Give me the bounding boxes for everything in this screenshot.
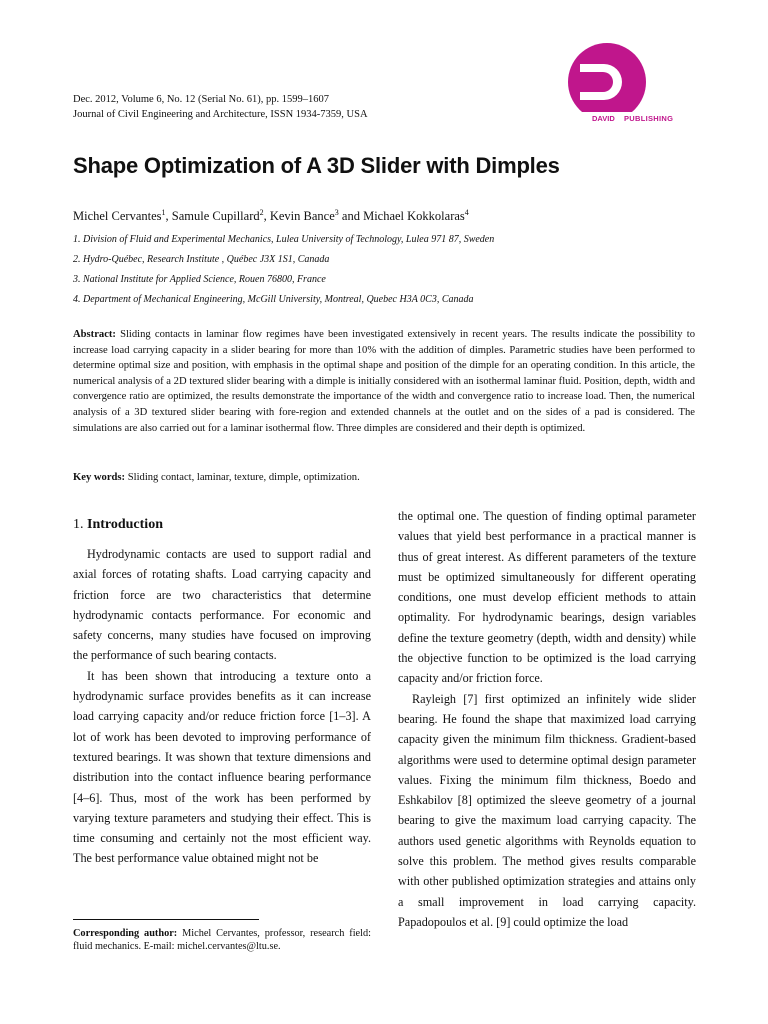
abstract-text: Sliding contacts in laminar flow regimes have been investigated extensively in recent years. The results indicate the possibility to increase load carrying capacity in a slider bearing for more than 10% with the addition of dimples. Parametric studies have been performed to determine optimal size and position, with emphasis in the optimal shape and position of the dimple for an operating condition. In this article, the numerical analysis of a 2D textured slider bearing with a dimple is initially considered with an isothermal laminar fluid. Position, depth, width and convergence ratio are optimized, the results demonstrate the importance of the width and convergence ratio to increase load. Then, the numerical analysis of a 3D textured slider bearing with fore-region and extended channels at the outlet and on the sides of a pad is considered. The simulations are also carried out for a laminar isothermal flow. Three dimples are considered and their depth is optimized.	[73, 329, 695, 434]
affiliation-2: 2. Hydro-Québec, Research Institute , Québec J3X 1S1, Canada	[73, 254, 330, 265]
author-name: Michael Kokkolaras	[363, 209, 465, 224]
author-superscript: 1	[161, 208, 166, 217]
footnote-divider	[73, 919, 259, 920]
author-superscript: 4	[464, 208, 469, 217]
abstract-label: Abstract:	[73, 329, 116, 340]
logo-publishing-text: PUBLISHING	[624, 114, 674, 123]
corresponding-author-footnote	[73, 927, 371, 954]
body-paragraph: It has been shown that introducing a texture onto a hydrodynamic surface provides benefits as it can increase load carrying capacity and/or reduce friction force [1–3]. A lot of work has been devoted to improving performance of textured bearings. It was shown that texture dimensions and distribution into the contact influence bearing performance [4–6]. Thus, most of the work has been performed by varying texture parameters and studying their effect. This is time consuming and certainly not the most efficient way. The best performance value obtained might not be	[73, 668, 371, 866]
affiliation-3: 3. National Institute for Applied Science, Rouen 76800, France	[73, 274, 326, 285]
right-column	[398, 506, 696, 932]
body-paragraph: Hydrodynamic contacts are used to support radial and axial forces of rotating shafts. Load carrying capacity and friction force are two characteristics that determine hydrodynamic contacts performance. For economic and safety concerns, many studies have focused on improving the performance of such bearing contacts.	[73, 547, 371, 663]
footnote-label: Corresponding author:	[73, 928, 178, 939]
keywords	[73, 472, 695, 483]
body-paragraph: the optimal one. The question of finding optimal parameter values that yield best performance in a practical manner is thus of great interest. As different parameters of the texture must be optimized simultaneously for different operating conditions, one must develop efficient methods to attain optimality. For hydrodynamic bearings, design variables define the texture geometry (depth, width and density) while the objective function to be optimized is the load carrying capacity and/or friction force.	[398, 509, 696, 686]
david-publishing-logo	[564, 40, 704, 130]
keywords-label: Key words:	[73, 472, 126, 483]
author-name: Samule Cupillard	[171, 209, 260, 224]
abstract	[73, 327, 695, 436]
footnote-text: Michel Cervantes, professor, research field: fluid mechanics. E-mail: michel.cervantes@ltu.se.	[73, 928, 371, 953]
author-superscript: 2	[259, 208, 264, 217]
journal-name-line: Journal of Civil Engineering and Architecture, ISSN 1934-7359, USA	[73, 109, 368, 120]
section-number: 1.	[73, 517, 87, 532]
body-paragraph: Rayleigh [7] first optimized an infinitely wide slider bearing. He found the shape that maximized load carrying capacity given the minimum film thickness. Gradient-based algorithms were used to determine optimal design parameter values. Fixing the minimum film thickness, Boedo and Eshkabilov [8] optimized the sleeve geometry of a journal bearing to give the maximum load carrying capacity. The authors used genetic algorithms with Reynolds equation to solve this problem. The method gives results comparable with other published optimization strategies and attains only a small improvement in load carrying capacity. Papadopoulos et al. [9] could optimize the load	[398, 691, 696, 929]
paper-title: Shape Optimization of A 3D Slider with Dimples	[73, 153, 560, 178]
author-name: Kevin Bance	[269, 209, 335, 224]
section-heading	[73, 517, 163, 533]
author-name: Michel Cervantes	[73, 209, 162, 224]
left-column	[73, 544, 371, 869]
journal-issue-line: Dec. 2012, Volume 6, No. 12 (Serial No. 61), pp. 1599–1607	[73, 94, 329, 105]
author-list: Michel Cervantes$^1$, Samule Cupillard$^2$, Kevin Bance$^3$ and Michael Kokkolaras$^4$	[73, 208, 469, 224]
logo-david-text: DAVID	[592, 114, 615, 123]
author-conjunction: and	[338, 209, 364, 224]
keywords-text: Sliding contact, laminar, texture, dimple, optimization.	[125, 472, 360, 483]
section-title: Introduction	[87, 517, 163, 532]
author-superscript: 3	[334, 208, 339, 217]
affiliation-1: 1. Division of Fluid and Experimental Mechanics, Lulea University of Technology, Lulea 971 87, Sweden	[73, 234, 495, 245]
affiliation-4: 4. Department of Mechanical Engineering, McGill University, Montreal, Quebec H3A 0C3, Canada	[73, 294, 474, 305]
